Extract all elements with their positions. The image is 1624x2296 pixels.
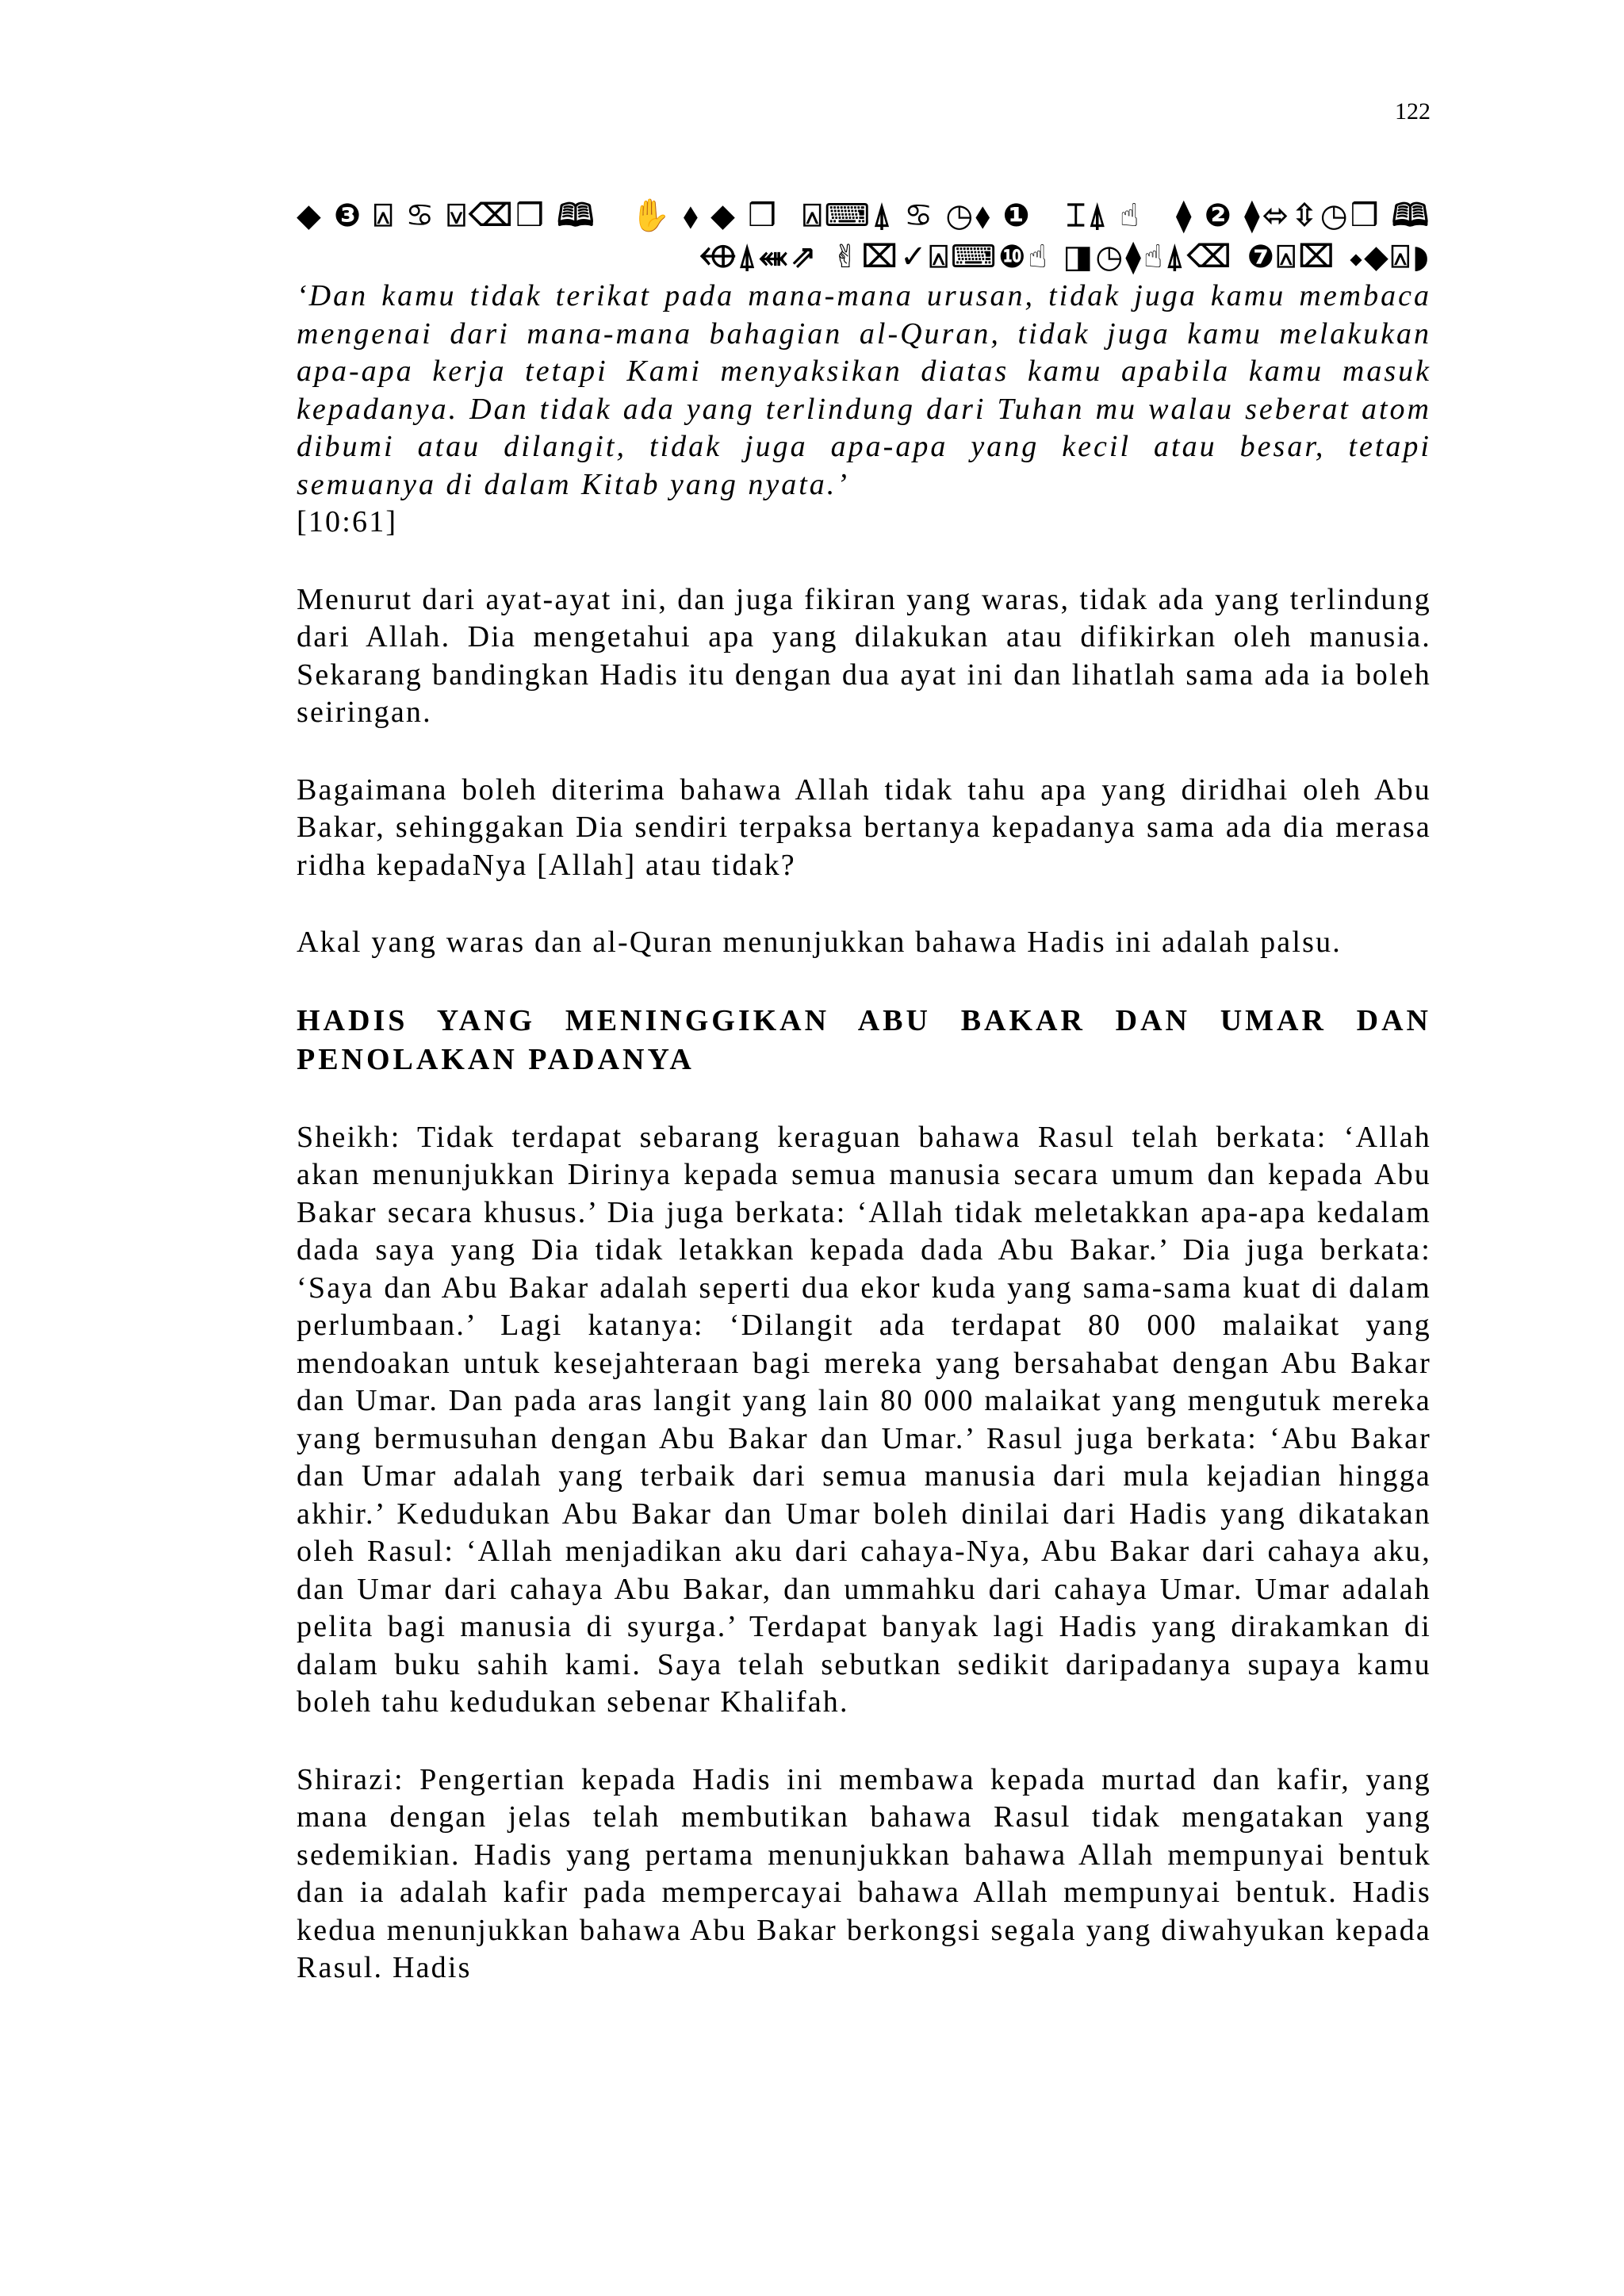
verse-reference: [10:61] (297, 505, 398, 539)
page-number: 122 (1395, 98, 1431, 125)
quran-verse-glyphs-line-1: ◆❸⍓♋⍌⌫❒🕮 ✋⬧◆❒ ⍓⌨⍋♋◷⬧❶ ⌶⍋☝ ⧫❷⧫⬄⇳◷❒🕮 (297, 197, 1431, 234)
verse-translation: ‘Dan kamu tidak terikat pada mana-mana urusan, tidak juga kamu membaca mengenai dari mana-mana bahagian al-Quran, tidak juga kamu melakukan apa-apa kerja tetapi Kami menyaksikan diatas kamu apabila kamu masuk kepadanya. Dan tidak ada yang terlindung dari Tuhan mu walau seberat atom dibumi atau dilangit, tidak juga apa-apa yang kecil atau besar, tetapi semuanya di dalam Kitab yang nyata.’ (297, 279, 1431, 501)
body-paragraph: Sheikh: Tidak terdapat sebarang keraguan bahawa Rasul telah berkata: ‘Allah akan menunjukkan Dirinya kepada semua manusia secara umum dan kepada Abu Bakar secara khusus.’ Dia juga berkata: ‘Allah tidak meletakkan apa-apa kedalam dada saya yang Dia tidak letakkan kepada dada Abu Bakar.’ Dia juga berkata: ‘Saya dan Abu Bakar adalah seperti dua ekor kuda yang sama-sama kuat di dalam perlumbaan.’ Lagi katanya: ‘Dilangit ada terdapat 80 000 malaikat yang mendoakan untuk kesejahteraan bagi mereka yang bersahabat dengan Abu Bakar dan Umar. Dan pada aras langit yang lain 80 000 malaikat yang mengutuk mereka yang bermusuhan dengan Abu Bakar dan Umar.’ Rasul juga berkata: ‘Abu Bakar dan Umar adalah yang terbaik dari semua manusia dari mula kejadian hingga akhir.’ Kedudukan Abu Bakar dan Umar boleh dinilai dari Hadis yang dikatakan oleh Rasul: ‘Allah menjadikan aku dari cahaya-Nya, Abu Bakar dari cahaya aku, dan Umar dari cahaya Abu Bakar, dan ummahku dari cahaya Umar. Umar adalah pelita bagi manusia di syurga.’ Terdapat banyak lagi Hadis yang dirakamkan di dalam buku sahih kami. Saya telah sebutkan sedikit daripadanya supaya kamu boleh tahu kedudukan sebenar Khalifah. (297, 1120, 1431, 1719)
body-paragraph: Menurut dari ayat-ayat ini, dan juga fikiran yang waras, tidak ada yang terlindung dari Allah. Dia mengetahui apa yang dilakukan atau difikirkan oleh manusia. Sekarang bandingkan Hadis itu dengan dua ayat ini dan lihatlah sama ada ia boleh seiringan. (297, 582, 1431, 729)
text-column (297, 195, 1431, 1987)
section-heading: HADIS YANG MENINGGIKAN ABU BAKAR DAN UMAR DAN PENOLAKAN PADANYA (297, 1003, 1431, 1076)
quran-verse-glyphs-line-2: ⬲⍋⬽⇗ ✌⌧✓⍓⌨❿☝ ◨◷⧫☝⍋⌫ ❼⍓⌧ ⬩◆⍓◗ (700, 239, 1431, 275)
body-paragraph: Akal yang waras dan al-Quran menunjukkan bahawa Hadis ini adalah palsu. (297, 926, 1342, 959)
body-paragraph: Bagaimana boleh diterima bahawa Allah tidak tahu apa yang diridhai oleh Abu Bakar, sehinggakan Dia sendiri terpaksa bertanya kepadanya sama ada dia merasa ridha kepadaNya [Allah] atau tidak? (297, 772, 1431, 882)
body-paragraph: Shirazi: Pengertian kepada Hadis ini membawa kepada murtad dan kafir, yang mana dengan jelas telah membutikan bahawa Rasul tidak mengatakan yang sedemikian. Hadis yang pertama menunjukkan bahawa Allah mempunyai bentuk dan ia adalah kafir pada mempercayai bahawa Allah mempunyai bentuk. Hadis kedua menunjukkan bahawa Abu Bakar berkongsi segala yang diwahyukan kepada Rasul. Hadis (297, 1762, 1431, 1984)
